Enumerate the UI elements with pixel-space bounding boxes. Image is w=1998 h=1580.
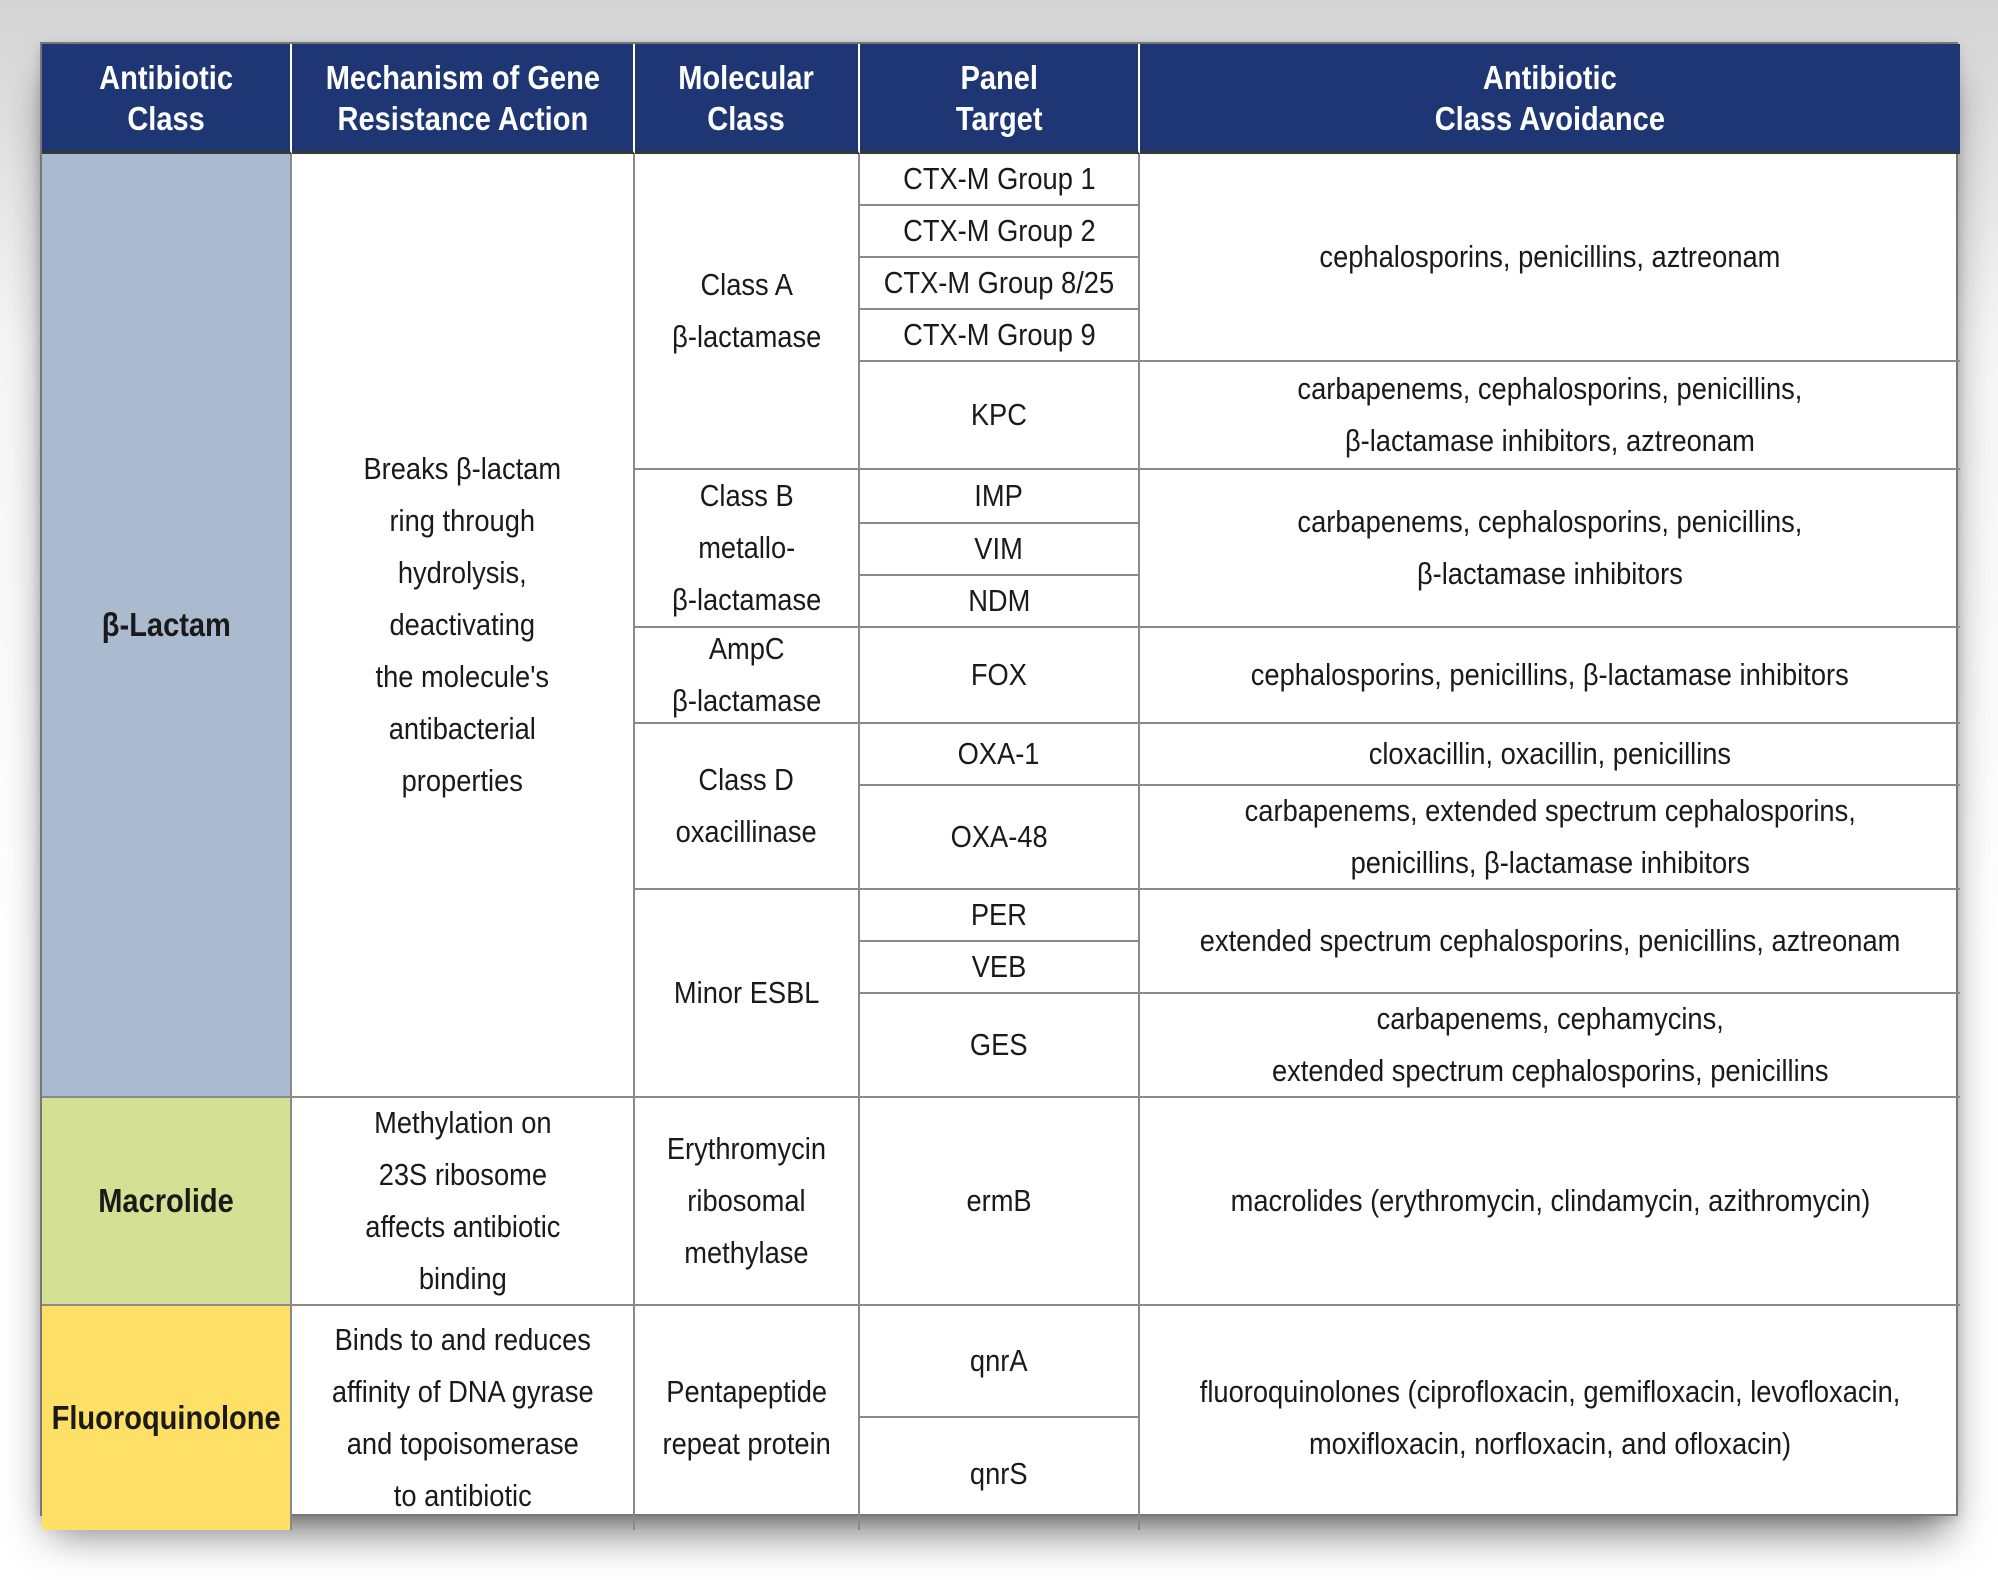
target-veb: VEB [860, 942, 1140, 994]
molecular-class-ampc: AmpC β-lactamase [635, 628, 860, 724]
target-ctxm-group-8-25: CTX-M Group 8/25 [860, 258, 1140, 310]
target-ges: GES [860, 994, 1140, 1098]
avoidance-fox: cephalosporins, penicillins, β-lactamase inhibitors [1140, 628, 1960, 724]
target-fox: FOX [860, 628, 1140, 724]
mechanism-macrolide: Methylation on 23S ribosome affects antibiotic binding [292, 1098, 635, 1306]
header-antibiotic-class: Antibiotic Class [42, 44, 292, 154]
molecular-class-b: Class B metallo- β-lactamase [635, 470, 860, 628]
avoidance-ctxm: cephalosporins, penicillins, aztreonam [1140, 154, 1960, 362]
header-molecular-class: Molecular Class [635, 44, 860, 154]
header-class-avoidance: Antibiotic Class Avoidance [1140, 44, 1960, 154]
resistance-table [40, 42, 1958, 1516]
avoidance-ges: carbapenems, cephamycins, extended spectrum cephalosporins, penicillins [1140, 994, 1960, 1098]
target-oxa-48: OXA-48 [860, 786, 1140, 890]
target-oxa-1: OXA-1 [860, 724, 1140, 786]
target-qnrs: qnrS [860, 1418, 1140, 1530]
target-per: PER [860, 890, 1140, 942]
molecular-class-pentapeptide: Pentapeptide repeat protein [635, 1306, 860, 1530]
avoidance-oxa-1: cloxacillin, oxacillin, penicillins [1140, 724, 1960, 786]
target-kpc: KPC [860, 362, 1140, 470]
avoidance-macrolide: macrolides (erythromycin, clindamycin, azithromycin) [1140, 1098, 1960, 1306]
target-ctxm-group-1: CTX-M Group 1 [860, 154, 1140, 206]
resistance-table-frame [40, 42, 1958, 1516]
mechanism-fluoroquinolone: Binds to and reduces affinity of DNA gyrase and topoisomerase to antibiotic [292, 1306, 635, 1530]
class-beta-lactam: β-Lactam [42, 154, 292, 1098]
target-qnra: qnrA [860, 1306, 1140, 1418]
target-ermb: ermB [860, 1098, 1140, 1306]
avoidance-oxa-48: carbapenems, extended spectrum cephalosporins, penicillins, β-lactamase inhibitors [1140, 786, 1960, 890]
target-ctxm-group-9: CTX-M Group 9 [860, 310, 1140, 362]
class-macrolide: Macrolide [42, 1098, 292, 1306]
avoidance-class-b: carbapenems, cephalosporins, penicillins, β-lactamase inhibitors [1140, 470, 1960, 628]
molecular-class-minor-esbl: Minor ESBL [635, 890, 860, 1098]
target-imp: IMP [860, 470, 1140, 524]
avoidance-fluoroquinolone: fluoroquinolones (ciprofloxacin, gemifloxacin, levofloxacin, moxifloxacin, norfloxacin, and ofloxacin) [1199, 1374, 1901, 1461]
target-ndm: NDM [860, 576, 1140, 628]
molecular-class-erythromycin: Erythromycin ribosomal methylase [635, 1098, 860, 1306]
avoidance-per-veb: extended spectrum cephalosporins, penicillins, aztreonam [1140, 890, 1960, 994]
molecular-class-a: Class A β-lactamase [635, 154, 860, 470]
target-ctxm-group-2: CTX-M Group 2 [860, 206, 1140, 258]
avoidance-kpc: carbapenems, cephalosporins, penicillins, β-lactamase inhibitors, aztreonam [1140, 362, 1960, 470]
class-fluoroquinolone: Fluoroquinolone [42, 1306, 292, 1530]
header-panel-target: Panel Target [860, 44, 1140, 154]
molecular-class-d: Class D oxacillinase [635, 724, 860, 890]
target-vim: VIM [860, 524, 1140, 576]
header-mechanism: Mechanism of Gene Resistance Action [292, 44, 635, 154]
mechanism-beta-lactam: Breaks β-lactam ring through hydrolysis, deactivating the molecule's antibacterial properties [292, 154, 635, 1098]
